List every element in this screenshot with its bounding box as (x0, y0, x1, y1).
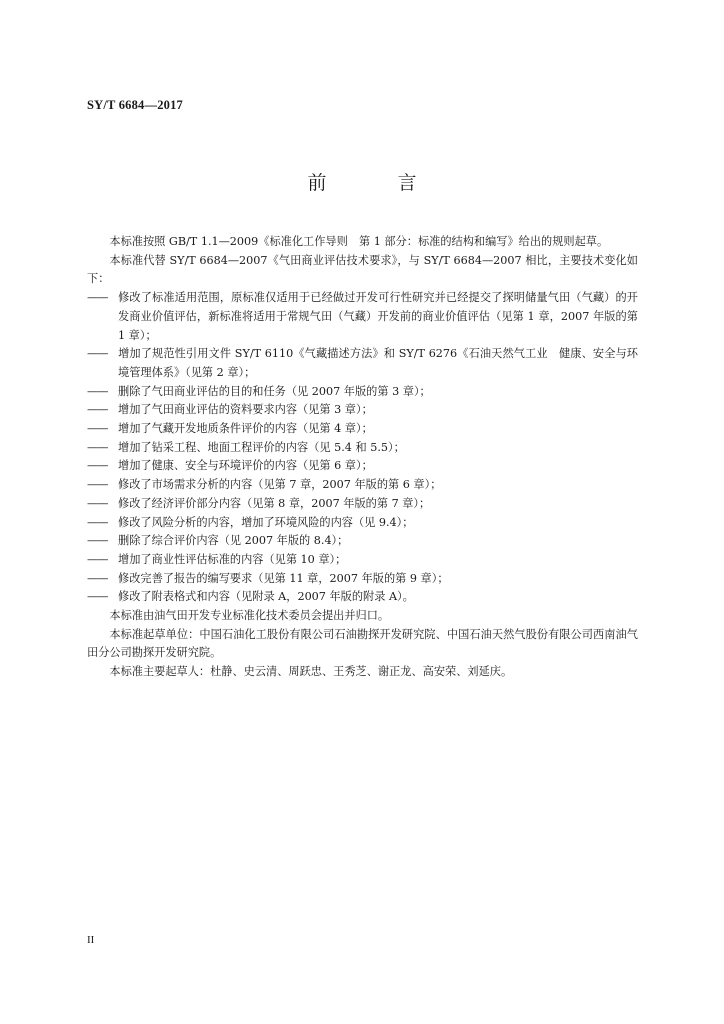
list-item-text: 修改完善了报告的编写要求（见第 11 章，2007 年版的第 9 章）； (118, 571, 449, 585)
list-item (87, 289, 638, 345)
em-dash: —— (87, 496, 108, 510)
list-item (87, 383, 638, 402)
intro-paragraph-drafting-rules: 本标准按照 GB/T 1.1—2009《标准化工作导则 第 1 部分：标准的结构和编写》给出的规则起草。 (109, 235, 609, 248)
page-title: 前 言 (307, 172, 443, 194)
em-dash: —— (87, 552, 108, 566)
em-dash: —— (87, 347, 108, 361)
em-dash: —— (87, 291, 108, 305)
list-item-text: 修改了经济评价部分内容（见第 8 章，2007 年版的第 7 章）； (118, 496, 431, 510)
list-item (87, 420, 638, 439)
list-item (87, 401, 638, 420)
outro-paragraph-proposer: 本标准由油气田开发专业标准化技术委员会提出并归口。 (109, 609, 390, 623)
page-number: II (87, 934, 95, 946)
list-item (87, 495, 638, 514)
list-item-text: 修改了附表格式和内容（见附录 A，2007 年版的附录 A）。 (118, 590, 414, 604)
list-item-text: 增加了健康、安全与环境评价的内容（见第 6 章）； (118, 459, 373, 473)
em-dash: —— (87, 459, 108, 473)
em-dash: —— (87, 534, 108, 548)
list-item (87, 570, 638, 589)
list-item-text: 修改了标准适用范围，原标准仅适用于已经做过开发可行性研究并已经提交了探明储量气田（气藏）的开发商业价值评估，新标准将适用于常规气田（气藏）开发前的商业价值评估（见第 1 章，2007 年版的第 1 章）； (118, 291, 638, 342)
em-dash: —— (87, 515, 108, 529)
list-item (87, 532, 638, 551)
list-item-text: 删除了气田商业评估的目的和任务（见 2007 年版的第 3 章）； (118, 384, 431, 398)
em-dash: —— (87, 590, 108, 604)
list-item (87, 551, 638, 570)
list-item-text: 删除了综合评价内容（见 2007 年版的 8.4）； (118, 534, 349, 548)
list-item-text: 增加了气田商业评估的资料要求内容（见第 3 章）； (118, 403, 373, 417)
list-item (87, 514, 638, 533)
list-item (87, 345, 638, 382)
list-item-text: 增加了商业性评估标准的内容（见第 10 章）； (118, 552, 347, 566)
em-dash: —— (87, 403, 108, 417)
list-item-text: 增加了气藏开发地质条件评价的内容（见第 4 章）； (118, 422, 373, 436)
em-dash: —— (87, 478, 108, 492)
list-item (87, 439, 638, 458)
em-dash: —— (87, 422, 108, 436)
em-dash: —— (87, 384, 108, 398)
list-item-text: 增加了钻采工程、地面工程评价的内容（见 5.4 和 5.5）； (118, 440, 405, 454)
outro-paragraph-drafters: 本标准主要起草人：杜静、史云清、周跃忠、王秀芝、谢正龙、高安荣、刘延庆。 (109, 665, 513, 679)
list-item (87, 476, 638, 495)
list-item-text: 增加了规范性引用文件 SY/T 6110《气藏描述方法》和 SY/T 6276《石油天然气工业 健康、安全与环境管理体系》（见第 2 章）； (118, 347, 638, 379)
list-item (87, 457, 638, 476)
outro-paragraph-drafting-units: 本标准起草单位：中国石油化工股份有限公司石油勘探开发研究院、中国石油天然气股份有限公司西南油气田分公司勘探开发研究院。 (87, 627, 638, 660)
em-dash: —— (87, 440, 108, 454)
standard-code: SY/T 6684—2017 (87, 98, 183, 112)
changes-list (87, 289, 638, 607)
intro-paragraph-replacement: 本标准代替 SY/T 6684—2007《气田商业评估技术要求》，与 SY/T 6684—2007 相比，主要技术变化如下： (87, 253, 638, 286)
list-item-text: 修改了市场需求分析的内容（见第 7 章，2007 年版的第 6 章）； (118, 478, 442, 492)
em-dash: —— (87, 571, 108, 585)
list-item (87, 588, 638, 607)
foreword-body (87, 233, 638, 682)
list-item-text: 修改了风险分析的内容，增加了环境风险的内容（见 9.4）； (118, 515, 414, 529)
